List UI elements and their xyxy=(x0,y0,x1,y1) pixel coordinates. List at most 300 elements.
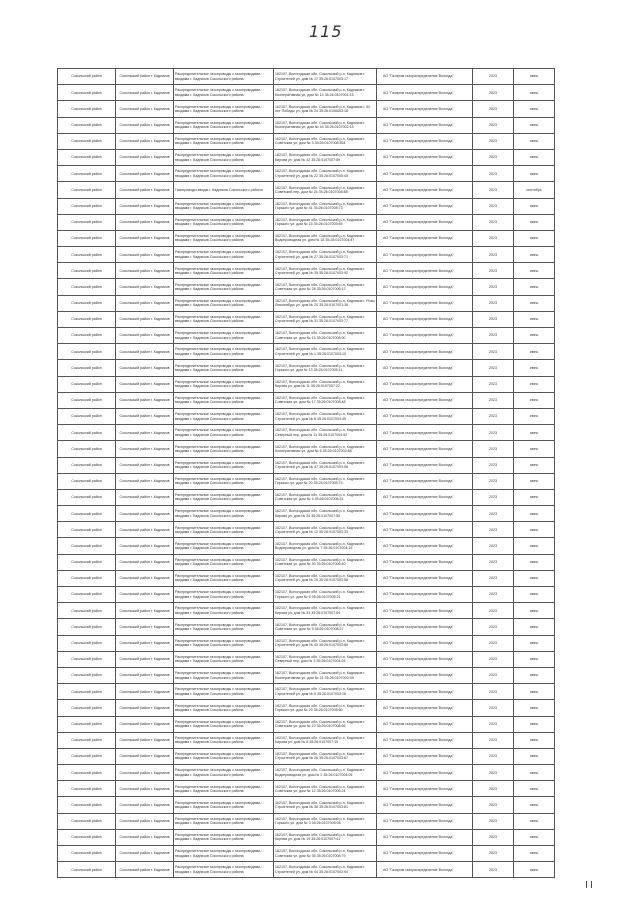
address-cell: 162107, Вологодская обл. Сокольский р-н, Кадников г. Советская ул. дом № 9 35:26:0107008:27 xyxy=(274,619,377,635)
address-cell: 162107, Вологодская обл. Сокольский р-н, Кадников г. Горького ул. дом № 6 35:26:0107005:21 xyxy=(274,587,377,603)
district-cell: Сокольский район xyxy=(58,619,116,635)
year-cell: 2023 xyxy=(473,684,514,700)
district-cell: Сокольский район xyxy=(58,538,116,554)
settlement-cell: Сокольский район г. Кадников xyxy=(116,797,174,813)
year-cell: 2023 xyxy=(473,651,514,667)
address-cell: 162107, Вологодская обл. Сокольский р-н, Кадников г. Кирова ул. дом № 42 35:26:0107007:89 xyxy=(274,149,377,165)
address-cell: 162107, Вологодская обл. Сокольский р-н, Кадников г. Советская ул. дом № 17 35:26:0107008:48 xyxy=(274,392,377,408)
district-cell: Сокольский район xyxy=(58,473,116,489)
table-row xyxy=(58,538,555,554)
table-row xyxy=(58,457,555,473)
district-cell: Сокольский район xyxy=(58,263,116,279)
object-cell: Распределительные газопроводы с газопроводами-вводами г. Кадников Сокольского района xyxy=(174,101,274,117)
month-cell: июнь xyxy=(514,813,555,829)
corner-mark: II xyxy=(585,880,595,891)
table-body xyxy=(58,69,555,878)
year-cell: 2023 xyxy=(473,425,514,441)
address-cell: 162107, Вологодская обл. Сокольский р-н, Кадников г. Горького ул. дом № 41 35:26:0107008:73 xyxy=(274,198,377,214)
district-cell: Сокольский район xyxy=(58,214,116,230)
settlement-cell: Сокольский район г. Кадников xyxy=(116,700,174,716)
district-cell: Сокольский район xyxy=(58,700,116,716)
month-cell: июнь xyxy=(514,765,555,781)
settlement-cell: Сокольский район г. Кадников xyxy=(116,182,174,198)
table-row xyxy=(58,408,555,424)
district-cell: Сокольский район xyxy=(58,667,116,683)
address-cell: 162107, Вологодская обл. Сокольский р-н, Кадников г. 50 лет Победы ул. дом № 24 35:26:0106003:18 xyxy=(274,101,377,117)
owner-cell: АО "Газпром газораспределение Вологда" xyxy=(377,376,473,392)
object-cell: Распределительные газопроводы с газопроводами-вводами г. Кадников Сокольского района xyxy=(174,522,274,538)
owner-cell: АО "Газпром газораспределение Вологда" xyxy=(377,69,473,85)
owner-cell: АО "Газпром газораспределение Вологда" xyxy=(377,570,473,586)
owner-cell: АО "Газпром газораспределение Вологда" xyxy=(377,117,473,133)
month-cell: июнь xyxy=(514,587,555,603)
owner-cell: АО "Газпром газораспределение Вологда" xyxy=(377,408,473,424)
table-row xyxy=(58,117,555,133)
address-cell: 162107, Вологодская обл. Сокольский р-н, Кадников г. Советская ул. дом № 22 35:26:0107008:66 xyxy=(274,716,377,732)
table-row xyxy=(58,133,555,149)
owner-cell: АО "Газпром газораспределение Вологда" xyxy=(377,700,473,716)
table-row xyxy=(58,101,555,117)
settlement-cell: Сокольский район г. Кадников xyxy=(116,732,174,748)
table-row xyxy=(58,603,555,619)
year-cell: 2023 xyxy=(473,230,514,246)
address-cell: 162107, Вологодская обл. Сокольский р-н, Кадников г. Горького ул. дом № 3 35:26:0107005:08 xyxy=(274,813,377,829)
address-cell: 162107, Вологодская обл. Сокольский р-н, Кадников г. Строителей ул. дом № 8 35:26:0107003:45 xyxy=(274,408,377,424)
settlement-cell: Сокольский район г. Кадников xyxy=(116,846,174,862)
district-cell: Сокольский район xyxy=(58,554,116,570)
settlement-cell: Сокольский район г. Кадников xyxy=(116,781,174,797)
year-cell: 2023 xyxy=(473,247,514,263)
year-cell: 2023 xyxy=(473,457,514,473)
year-cell: 2023 xyxy=(473,765,514,781)
owner-cell: АО "Газпром газораспределение Вологда" xyxy=(377,748,473,764)
settlement-cell: Сокольский район г. Кадников xyxy=(116,263,174,279)
owner-cell: АО "Газпром газораспределение Вологда" xyxy=(377,862,473,878)
object-cell: Распределительные газопроводы с газопроводами-вводами г. Кадников Сокольского района xyxy=(174,311,274,327)
object-cell: Распределительные газопроводы с газопроводами-вводами г. Кадников Сокольского района xyxy=(174,408,274,424)
table-row xyxy=(58,198,555,214)
district-cell: Сокольский район xyxy=(58,716,116,732)
object-cell: Распределительные газопроводы с газопроводами-вводами г. Кадников Сокольского района xyxy=(174,587,274,603)
settlement-cell: Сокольский район г. Кадников xyxy=(116,716,174,732)
owner-cell: АО "Газпром газораспределение Вологда" xyxy=(377,360,473,376)
settlement-cell: Сокольский район г. Кадников xyxy=(116,392,174,408)
object-cell: Распределительные газопроводы с газопроводами-вводами г. Кадников Сокольского района xyxy=(174,748,274,764)
object-cell: Распределительные газопроводы с газопроводами-вводами г. Кадников Сокольского района xyxy=(174,700,274,716)
month-cell: июнь xyxy=(514,700,555,716)
month-cell: июнь xyxy=(514,360,555,376)
address-cell: 162107, Вологодская обл. Сокольский р-н, Кадников г. Розы Люксембург ул. дом № 20 35:26:0107001:36 xyxy=(274,295,377,311)
settlement-cell: Сокольский район г. Кадников xyxy=(116,684,174,700)
month-cell: июнь xyxy=(514,344,555,360)
address-cell: 162107, Вологодская обл. Сокольский р-н, Кадников г. Советская ул. дом № 15 35:26:0107008:90 xyxy=(274,328,377,344)
year-cell: 2023 xyxy=(473,182,514,198)
district-cell: Сокольский район xyxy=(58,489,116,505)
month-cell: июнь xyxy=(514,425,555,441)
owner-cell: АО "Газпром газораспределение Вологда" xyxy=(377,522,473,538)
month-cell: июнь xyxy=(514,506,555,522)
table-row xyxy=(58,813,555,829)
year-cell: 2023 xyxy=(473,667,514,683)
address-cell: 162107, Вологодская обл. Сокольский р-н, Кадников г. Водопроводная ул. дом № 2 35:26:0107004:05 xyxy=(274,765,377,781)
address-cell: 162107, Вологодская обл. Сокольский р-н, Кадников г. Кирова ул. дом № 25 35:26:0107007:56 xyxy=(274,506,377,522)
month-cell: июнь xyxy=(514,247,555,263)
month-cell: июнь xyxy=(514,732,555,748)
table-row xyxy=(58,522,555,538)
object-cell: Распределительные газопроводы с газопроводами-вводами г. Кадников Сокольского района xyxy=(174,117,274,133)
address-cell: 162107, Вологодская обл. Сокольский р-н, Кадников г. Советская ул. дом № 30 35:26:0107006:40 xyxy=(274,554,377,570)
address-cell: 162107, Вологодская обл. Сокольский р-н, Кадников г. Строителей ул. дом № 27 35:26:0107003:71 xyxy=(274,247,377,263)
table-row xyxy=(58,635,555,651)
year-cell: 2023 xyxy=(473,619,514,635)
table-row xyxy=(58,441,555,457)
object-cell: Распределительные газопроводы с газопроводами-вводами г. Кадников Сокольского района xyxy=(174,489,274,505)
owner-cell: АО "Газпром газораспределение Вологда" xyxy=(377,635,473,651)
year-cell: 2023 xyxy=(473,829,514,845)
table-row xyxy=(58,489,555,505)
month-cell: июнь xyxy=(514,522,555,538)
month-cell: июнь xyxy=(514,198,555,214)
district-cell: Сокольский район xyxy=(58,425,116,441)
address-cell: 162107, Вологодская обл. Сокольский р-н, Кадников г. Строителей ул. дом № 35 35:26:0107003:92 xyxy=(274,263,377,279)
address-cell: 162107, Вологодская обл. Сокольский р-н, Кадников г. Горького ул. дом № 29 35:26:0107005:60 xyxy=(274,700,377,716)
year-cell: 2023 xyxy=(473,408,514,424)
address-cell: 162107, Вологодская обл. Сокольский р-н, Кадников г. Горького ул. дом № 13 35:26:0107005:11 xyxy=(274,360,377,376)
table-row xyxy=(58,732,555,748)
table-row xyxy=(58,765,555,781)
object-cell: Распределительные газопроводы с газопроводами-вводами г. Кадников Сокольского района xyxy=(174,85,274,101)
object-cell: Газопроводы-вводы г. Кадников Сокольского района xyxy=(174,182,274,198)
object-cell: Распределительные газопроводы с газопроводами-вводами г. Кадников Сокольского района xyxy=(174,538,274,554)
owner-cell: АО "Газпром газораспределение Вологда" xyxy=(377,684,473,700)
settlement-cell: Сокольский район г. Кадников xyxy=(116,376,174,392)
address-cell: 162107, Вологодская обл. Сокольский р-н, Кадников г. Водопроводная ул. дом № 18 35:26:0107004:47 xyxy=(274,230,377,246)
object-cell: Распределительные газопроводы с газопроводами-вводами г. Кадников Сокольского района xyxy=(174,441,274,457)
month-cell: июнь xyxy=(514,748,555,764)
district-cell: Сокольский район xyxy=(58,182,116,198)
month-cell: июнь xyxy=(514,279,555,295)
object-cell: Распределительные газопроводы с газопроводами-вводами г. Кадников Сокольского района xyxy=(174,295,274,311)
owner-cell: АО "Газпром газораспределение Вологда" xyxy=(377,230,473,246)
month-cell: июнь xyxy=(514,376,555,392)
year-cell: 2023 xyxy=(473,635,514,651)
settlement-cell: Сокольский район г. Кадников xyxy=(116,635,174,651)
owner-cell: АО "Газпром газораспределение Вологда" xyxy=(377,554,473,570)
table-row xyxy=(58,279,555,295)
settlement-cell: Сокольский район г. Кадников xyxy=(116,69,174,85)
year-cell: 2023 xyxy=(473,344,514,360)
object-cell: Распределительные газопроводы с газопроводами-вводами г. Кадников Сокольского района xyxy=(174,69,274,85)
month-cell: июнь xyxy=(514,328,555,344)
district-cell: Сокольский район xyxy=(58,247,116,263)
address-cell: 162107, Вологодская обл. Сокольский р-н, Кадников г. Кооперативная ул. дом № 6 35:26:0107002:88 xyxy=(274,441,377,457)
address-cell: 162107, Вологодская обл. Сокольский р-н, Кадников г. Строителей ул. дом № 40 35:26:0107003:85 xyxy=(274,635,377,651)
object-cell: Распределительные газопроводы с газопроводами-вводами г. Кадников Сокольского района xyxy=(174,732,274,748)
object-cell: Распределительные газопроводы с газопроводами-вводами г. Кадников Сокольского района xyxy=(174,263,274,279)
address-cell: 162107, Вологодская обл. Сокольский р-н, Кадников г. Строителей ул. дом № 31 35:26:0107003:77 xyxy=(274,311,377,327)
district-cell: Сокольский район xyxy=(58,133,116,149)
table-row xyxy=(58,506,555,522)
settlement-cell: Сокольский район г. Кадников xyxy=(116,408,174,424)
year-cell: 2023 xyxy=(473,117,514,133)
owner-cell: АО "Газпром газораспределение Вологда" xyxy=(377,457,473,473)
month-cell: июнь xyxy=(514,214,555,230)
table-row xyxy=(58,149,555,165)
settlement-cell: Сокольский район г. Кадников xyxy=(116,651,174,667)
owner-cell: АО "Газпром газораспределение Вологда" xyxy=(377,214,473,230)
owner-cell: АО "Газпром газораспределение Вологда" xyxy=(377,311,473,327)
table-row xyxy=(58,554,555,570)
owner-cell: АО "Газпром газораспределение Вологда" xyxy=(377,441,473,457)
object-cell: Распределительные газопроводы с газопроводами-вводами г. Кадников Сокольского района xyxy=(174,376,274,392)
district-cell: Сокольский район xyxy=(58,797,116,813)
object-cell: Распределительные газопроводы с газопроводами-вводами г. Кадников Сокольского района xyxy=(174,684,274,700)
owner-cell: АО "Газпром газораспределение Вологда" xyxy=(377,101,473,117)
table-row xyxy=(58,651,555,667)
address-cell: 162107, Вологодская обл. Сокольский р-н, Кадников г. Советская ул. дом № 28 35:26:0107006:12 xyxy=(274,279,377,295)
register-table xyxy=(57,68,555,878)
month-cell: июнь xyxy=(514,85,555,101)
object-cell: Распределительные газопроводы с газопроводами-вводами г. Кадников Сокольского района xyxy=(174,716,274,732)
year-cell: 2023 xyxy=(473,797,514,813)
address-cell: 162107, Вологодская обл. Сокольский р-н, Кадников г. Строителей ул. дом № 19 35:26:0107003:58 xyxy=(274,570,377,586)
address-cell: 162107, Вологодская обл. Сокольский р-н, Кадников г. Кирова ул. дом № 11 35:26:0107007:22 xyxy=(274,376,377,392)
page-number: 115 xyxy=(309,22,343,41)
year-cell: 2023 xyxy=(473,328,514,344)
settlement-cell: Сокольский район г. Кадников xyxy=(116,829,174,845)
district-cell: Сокольский район xyxy=(58,635,116,651)
year-cell: 2023 xyxy=(473,376,514,392)
district-cell: Сокольский район xyxy=(58,117,116,133)
table-row xyxy=(58,295,555,311)
month-cell: июнь xyxy=(514,684,555,700)
table-row xyxy=(58,360,555,376)
year-cell: 2023 xyxy=(473,392,514,408)
month-cell: июнь xyxy=(514,846,555,862)
settlement-cell: Сокольский район г. Кадников xyxy=(116,619,174,635)
district-cell: Сокольский район xyxy=(58,862,116,878)
district-cell: Сокольский район xyxy=(58,311,116,327)
object-cell: Распределительные газопроводы с газопроводами-вводами г. Кадников Сокольского района xyxy=(174,554,274,570)
district-cell: Сокольский район xyxy=(58,328,116,344)
owner-cell: АО "Газпром газораспределение Вологда" xyxy=(377,829,473,845)
month-cell: сентябрь xyxy=(514,182,555,198)
address-cell: 162107, Вологодская обл. Сокольский р-н, Кадников г. Строителей ул. дом № 47 35:26:0107003:98 xyxy=(274,457,377,473)
owner-cell: АО "Газпром газораспределение Вологда" xyxy=(377,473,473,489)
settlement-cell: Сокольский район г. Кадников xyxy=(116,133,174,149)
table-row xyxy=(58,376,555,392)
district-cell: Сокольский район xyxy=(58,85,116,101)
district-cell: Сокольский район xyxy=(58,732,116,748)
year-cell: 2023 xyxy=(473,166,514,182)
month-cell: июнь xyxy=(514,862,555,878)
district-cell: Сокольский район xyxy=(58,441,116,457)
owner-cell: АО "Газпром газораспределение Вологда" xyxy=(377,716,473,732)
month-cell: июнь xyxy=(514,635,555,651)
table-row xyxy=(58,263,555,279)
year-cell: 2023 xyxy=(473,441,514,457)
settlement-cell: Сокольский район г. Кадников xyxy=(116,473,174,489)
settlement-cell: Сокольский район г. Кадников xyxy=(116,748,174,764)
owner-cell: АО "Газпром газораспределение Вологда" xyxy=(377,765,473,781)
settlement-cell: Сокольский район г. Кадников xyxy=(116,538,174,554)
month-cell: июнь xyxy=(514,489,555,505)
address-cell: 162107, Вологодская обл. Сокольский р-н, Кадников г. Водопроводная ул. дом № 7 35:26:0107004:19 xyxy=(274,538,377,554)
object-cell: Распределительные газопроводы с газопроводами-вводами г. Кадников Сокольского района xyxy=(174,781,274,797)
year-cell: 2023 xyxy=(473,781,514,797)
year-cell: 2023 xyxy=(473,149,514,165)
object-cell: Распределительные газопроводы с газопроводами-вводами г. Кадников Сокольского района xyxy=(174,166,274,182)
address-cell: 162107, Вологодская обл. Сокольский р-н, Кадников г. Кооперативная ул. дом № 14 35:26:0107001:15 xyxy=(274,85,377,101)
owner-cell: АО "Газпром газораспределение Вологда" xyxy=(377,813,473,829)
table-row xyxy=(58,797,555,813)
address-cell: 162107, Вологодская обл. Сокольский р-н, Кадников г. Кооперативная ул. дом № 21 35:26:0107002:39 xyxy=(274,667,377,683)
object-cell: Распределительные газопроводы с газопроводами-вводами г. Кадников Сокольского района xyxy=(174,198,274,214)
address-cell: 162107, Вологодская обл. Сокольский р-н, Кадников г. Строителей ул. дом № 1 35:26:0107003:10 xyxy=(274,344,377,360)
owner-cell: АО "Газпром газораспределение Вологда" xyxy=(377,538,473,554)
district-cell: Сокольский район xyxy=(58,457,116,473)
object-cell: Распределительные газопроводы с газопроводами-вводами г. Кадников Сокольского района xyxy=(174,473,274,489)
month-cell: июнь xyxy=(514,457,555,473)
year-cell: 2023 xyxy=(473,506,514,522)
table-row xyxy=(58,344,555,360)
object-cell: Распределительные газопроводы с газопроводами-вводами г. Кадников Сокольского района xyxy=(174,846,274,862)
owner-cell: АО "Газпром газораспределение Вологда" xyxy=(377,781,473,797)
month-cell: июнь xyxy=(514,117,555,133)
table-row xyxy=(58,781,555,797)
month-cell: июнь xyxy=(514,829,555,845)
table-row xyxy=(58,748,555,764)
table-row xyxy=(58,425,555,441)
table-row xyxy=(58,166,555,182)
year-cell: 2023 xyxy=(473,473,514,489)
district-cell: Сокольский район xyxy=(58,651,116,667)
district-cell: Сокольский район xyxy=(58,149,116,165)
table-row xyxy=(58,85,555,101)
settlement-cell: Сокольский район г. Кадников xyxy=(116,489,174,505)
address-cell: 162107, Вологодская обл. Сокольский р-н, Кадников г. Строителей ул. дом № 17 35:26:0107003:17 xyxy=(274,69,377,85)
settlement-cell: Сокольский район г. Кадников xyxy=(116,441,174,457)
table-row xyxy=(58,700,555,716)
settlement-cell: Сокольский район г. Кадников xyxy=(116,279,174,295)
district-cell: Сокольский район xyxy=(58,279,116,295)
district-cell: Сокольский район xyxy=(58,765,116,781)
district-cell: Сокольский район xyxy=(58,813,116,829)
object-cell: Распределительные газопроводы с газопроводами-вводами г. Кадников Сокольского района xyxy=(174,328,274,344)
owner-cell: АО "Газпром газораспределение Вологда" xyxy=(377,587,473,603)
owner-cell: АО "Газпром газораспределение Вологда" xyxy=(377,732,473,748)
district-cell: Сокольский район xyxy=(58,295,116,311)
address-cell: 162107, Вологодская обл. Сокольский р-н, Кадников г. Северный пер. дом № 11 35:26:0107004:52 xyxy=(274,425,377,441)
month-cell: июнь xyxy=(514,667,555,683)
address-cell: 162107, Вологодская обл. Сокольский р-н, Кадников г. Строителей ул. дом № 44 35:26:0107003:94 xyxy=(274,862,377,878)
table-row xyxy=(58,587,555,603)
year-cell: 2023 xyxy=(473,279,514,295)
month-cell: июнь xyxy=(514,230,555,246)
month-cell: июнь xyxy=(514,554,555,570)
object-cell: Распределительные газопроводы с газопроводами-вводами г. Кадников Сокольского района xyxy=(174,247,274,263)
month-cell: июнь xyxy=(514,133,555,149)
object-cell: Распределительные газопроводы с газопроводами-вводами г. Кадников Сокольского района xyxy=(174,133,274,149)
owner-cell: АО "Газпром газораспределение Вологда" xyxy=(377,667,473,683)
month-cell: июнь xyxy=(514,716,555,732)
address-cell: 162107, Вологодская обл. Сокольский р-н, Кадников г. Кирова ул. дом № 8 35:26:0107007:15 xyxy=(274,732,377,748)
year-cell: 2023 xyxy=(473,570,514,586)
address-cell: 162107, Вологодская обл. Сокольский р-н, Кадников г. Советская ул. дом № 3 35:26:0107008:554 xyxy=(274,133,377,149)
month-cell: июнь xyxy=(514,473,555,489)
month-cell: июнь xyxy=(514,295,555,311)
owner-cell: АО "Газпром газораспределение Вологда" xyxy=(377,198,473,214)
owner-cell: АО "Газпром газораспределение Вологда" xyxy=(377,263,473,279)
month-cell: июнь xyxy=(514,408,555,424)
owner-cell: АО "Газпром газораспределение Вологда" xyxy=(377,651,473,667)
month-cell: июнь xyxy=(514,311,555,327)
settlement-cell: Сокольский район г. Кадников xyxy=(116,117,174,133)
table-row xyxy=(58,619,555,635)
owner-cell: АО "Газпром газораспределение Вологда" xyxy=(377,425,473,441)
settlement-cell: Сокольский район г. Кадников xyxy=(116,862,174,878)
address-cell: 162107, Вологодская обл. Сокольский р-н, Кадников г. Строителей ул. дом № 22 35:26:0107005:45 xyxy=(274,166,377,182)
address-cell: 162107, Вологодская обл. Сокольский р-н, Кадников г. Советская ул. дом № 4 35:26:0107008:31 xyxy=(274,489,377,505)
year-cell: 2023 xyxy=(473,716,514,732)
year-cell: 2023 xyxy=(473,846,514,862)
address-cell: 162107, Вологодская обл. Сокольский р-н, Кадников г. Строителей ул. дом № 5 35:26:0107003:16 xyxy=(274,684,377,700)
month-cell: июнь xyxy=(514,101,555,117)
settlement-cell: Сокольский район г. Кадников xyxy=(116,554,174,570)
settlement-cell: Сокольский район г. Кадников xyxy=(116,506,174,522)
address-cell: 162107, Вологодская обл. Сокольский р-н, Кадников г. Кирова ул. дом № 33 35:26:0107007:64 xyxy=(274,603,377,619)
district-cell: Сокольский район xyxy=(58,408,116,424)
address-cell: 162107, Вологодская обл. Сокольский р-н, Кадников г. Строителей ул. дом № 26 35:26:0107003:67 xyxy=(274,748,377,764)
owner-cell: АО "Газпром газораспределение Вологда" xyxy=(377,392,473,408)
settlement-cell: Сокольский район г. Кадников xyxy=(116,360,174,376)
table-row xyxy=(58,862,555,878)
address-cell: 162107, Вологодская обл. Сокольский р-н, Кадников г. Кооперативная ул. дом № 44 35:26:0107002:14 xyxy=(274,117,377,133)
settlement-cell: Сокольский район г. Кадников xyxy=(116,198,174,214)
table-row xyxy=(58,69,555,85)
district-cell: Сокольский район xyxy=(58,522,116,538)
district-cell: Сокольский район xyxy=(58,781,116,797)
object-cell: Распределительные газопроводы с газопроводами-вводами г. Кадников Сокольского района xyxy=(174,506,274,522)
object-cell: Распределительные газопроводы с газопроводами-вводами г. Кадников Сокольского района xyxy=(174,344,274,360)
owner-cell: АО "Газпром газораспределение Вологда" xyxy=(377,328,473,344)
month-cell: июнь xyxy=(514,797,555,813)
table-row xyxy=(58,473,555,489)
table-row xyxy=(58,846,555,862)
year-cell: 2023 xyxy=(473,85,514,101)
table-row xyxy=(58,247,555,263)
month-cell: июнь xyxy=(514,651,555,667)
district-cell: Сокольский район xyxy=(58,506,116,522)
district-cell: Сокольский район xyxy=(58,101,116,117)
settlement-cell: Сокольский район г. Кадников xyxy=(116,587,174,603)
year-cell: 2023 xyxy=(473,603,514,619)
settlement-cell: Сокольский район г. Кадников xyxy=(116,101,174,117)
address-cell: 162107, Вологодская обл. Сокольский р-н, Кадников г. Горького ул. дом № 15 35:26:0107005:69 xyxy=(274,214,377,230)
address-cell: 162107, Вологодская обл. Сокольский р-н, Кадников г. Советская ул. дом № 12 35:26:0107006:24 xyxy=(274,781,377,797)
year-cell: 2023 xyxy=(473,587,514,603)
object-cell: Распределительные газопроводы с газопроводами-вводами г. Кадников Сокольского района xyxy=(174,360,274,376)
year-cell: 2023 xyxy=(473,862,514,878)
address-cell: 162107, Вологодская обл. Сокольский р-н, Кадников г. Советский пер. дом № 24 35:26:0107008:88 xyxy=(274,182,377,198)
table-row xyxy=(58,570,555,586)
table-row xyxy=(58,328,555,344)
month-cell: июнь xyxy=(514,69,555,85)
year-cell: 2023 xyxy=(473,101,514,117)
table-row xyxy=(58,716,555,732)
owner-cell: АО "Газпром газораспределение Вологда" xyxy=(377,489,473,505)
district-cell: Сокольский район xyxy=(58,360,116,376)
